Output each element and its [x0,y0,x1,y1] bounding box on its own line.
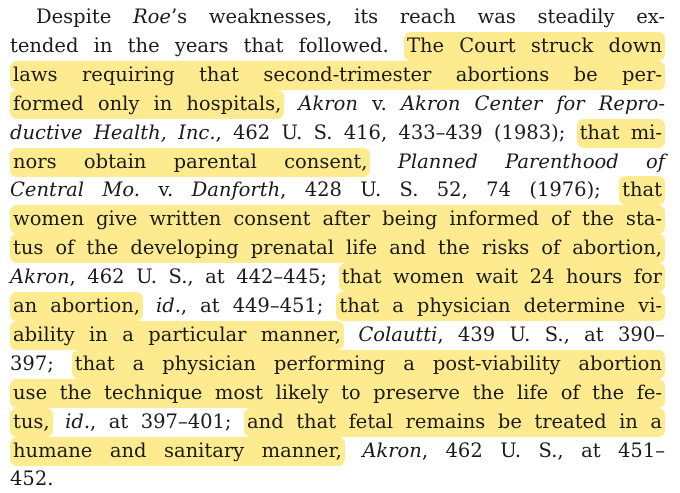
body-text: Despite [36,5,133,28]
case-citation-text: Akron [10,265,70,289]
text-line [10,349,665,378]
case-citation-text: ductive Health, Inc. [10,120,216,144]
case-citation-text: Colautti [358,322,438,346]
highlighted-text: that women wait 24 hours for [339,263,665,292]
highlighted-text: laws requiring that second-trimester abortions be per- [10,61,665,90]
case-citation-text: Central Mo. [10,178,140,202]
highlighted-text: that mi- [577,119,665,148]
case-citation-text: Akron Center for Repro- [400,91,666,115]
text-line [10,31,665,60]
body-text [370,148,397,176]
highlighted-text: nors obtain parental consent, [10,148,370,177]
case-citation-text: Akron [362,438,422,462]
body-text: ’s weaknesses, its reach was steadily ex- [170,5,665,28]
highlighted-text: tus of the developing prenatal life and the risks of abortion, [10,234,665,263]
text-line [10,233,665,262]
text-line [10,175,665,204]
text-line [10,89,665,118]
text-line [10,118,665,147]
body-text [53,408,66,436]
case-citation-text: Danforth [191,178,281,202]
body-text: , at 397–401; [90,409,245,433]
body-text: v. [357,91,401,115]
highlighted-text: that [619,176,665,205]
case-citation-text: Roe [132,5,171,28]
text-line [36,2,665,31]
body-text: v. [139,178,192,202]
highlighted-text: use the technique most likely to preserve the life of the fe- [10,379,665,408]
text-line [10,464,665,493]
highlighted-text: and that fetal remains be treated in a [244,408,665,437]
body-text [345,437,362,465]
body-text: , 462 U. S., at 442–445; [69,265,339,289]
body-text: , 462 U. S. 416, 433–439 (1983); [215,120,577,144]
text-line [10,436,665,465]
highlighted-text: formed only in hospitals, [10,90,284,119]
body-text: , 462 U. S., at 451– [421,438,665,462]
case-citation-text: Akron [298,91,358,115]
body-text [143,292,156,320]
body-text: 452. [10,467,54,491]
body-text: , 428 U. S. 52, 74 (1976); [280,178,620,202]
body-text: , at 449–451; [180,294,337,317]
text-line [10,262,665,291]
highlighted-text: The Court struck down [404,32,665,61]
body-text [344,321,358,349]
case-citation-text: id. [155,294,181,317]
body-text: 397; [10,351,72,375]
text-line [10,320,665,349]
highlighted-text: humane and sanitary manner, [10,437,345,466]
body-text: tended in the years that followed. [10,33,404,57]
text-line [10,204,665,233]
text-line [10,60,665,89]
highlighted-text: that a physician performing a post-viability abortion [72,350,665,379]
highlighted-text: an abortion, [10,292,143,321]
body-text: , 439 U. S., at 390– [437,322,665,346]
text-line [10,291,665,320]
highlighted-text: women give written consent after being informed of the sta- [10,205,665,234]
text-line [10,407,665,436]
case-citation-text: Planned Parenthood of [397,149,665,173]
highlighted-text: that a physician determine vi- [336,292,665,321]
highlighted-text: tus, [10,408,53,437]
highlighted-text: ability in a particular manner, [10,321,344,350]
body-text [284,90,298,118]
case-citation-text: id. [65,409,91,433]
text-line [10,378,665,407]
text-line [10,147,665,176]
